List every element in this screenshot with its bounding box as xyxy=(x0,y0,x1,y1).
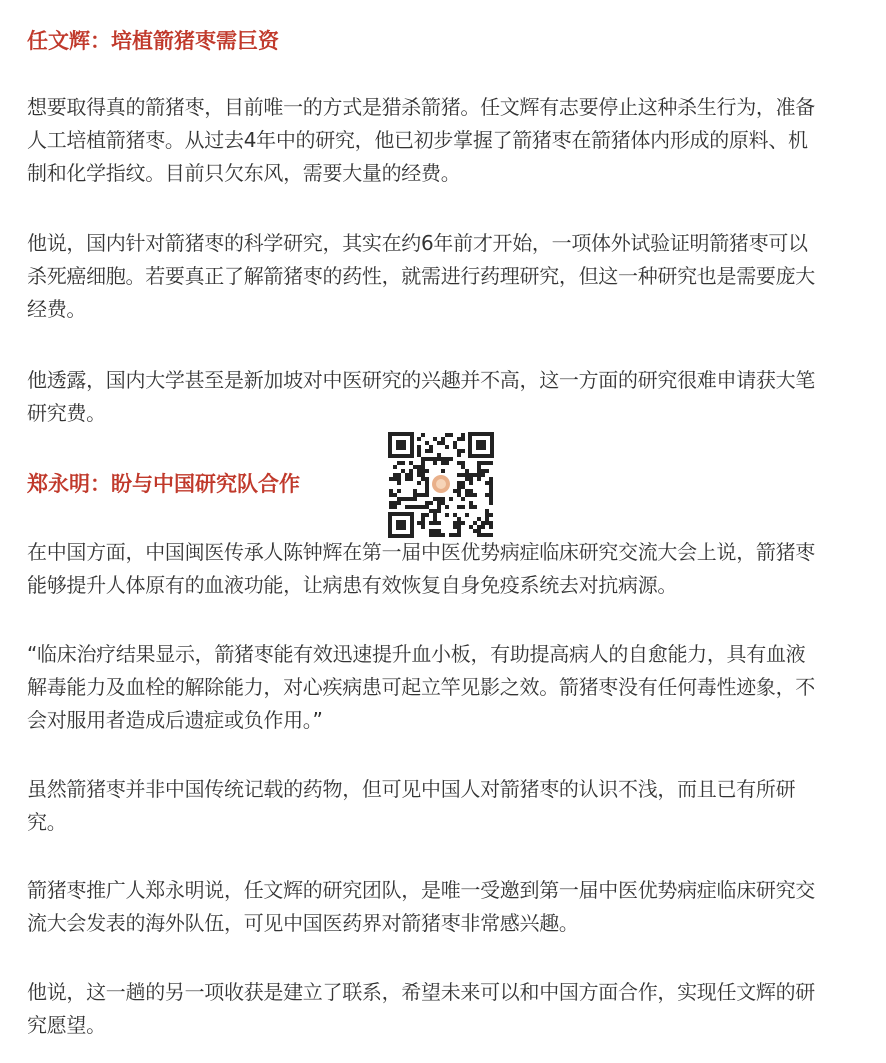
paragraph-line: 能够提升人体原有的血液功能，让病患有效恢复自身免疫系统去对抗病源。 xyxy=(27,573,678,597)
paragraph-quote xyxy=(27,638,862,737)
paragraph-line: 虽然箭猪枣并非中国传统记载的药物，但可见中国人对箭猪枣的认识不浅，而且已有所研 xyxy=(27,777,796,801)
paragraph-line: 研究费。 xyxy=(27,401,106,425)
paragraph-line: 他说，这一趟的另一项收获是建立了联系，希望未来可以和中国方面合作，实现任文辉的研 xyxy=(27,980,815,1004)
section-heading-ren-wenhui: 任文辉：培植箭猪枣需巨资 xyxy=(27,29,279,53)
section-heading-zheng-yongming: 郑永明：盼与中国研究队合作 xyxy=(27,472,300,496)
paragraph-line: “临床治疗结果显示，箭猪枣能有效迅速提升血小板，有助提高病人的自愈能力，具有血液 xyxy=(27,642,806,666)
paragraph-line: 人工培植箭猪枣。从过去4年中的研究，他已初步掌握了箭猪枣在箭猪体内形成的原料、机 xyxy=(27,128,808,152)
qr-code-icon[interactable] xyxy=(388,432,494,538)
paragraph-line: 在中国方面，中国闽医传承人陈钟辉在第一届中医优势病症临床研究交流大会上说，箭猪枣 xyxy=(27,540,815,564)
paragraph xyxy=(27,773,862,839)
paragraph-line: 解毒能力及血栓的解除能力，对心疾病患可起立竿见影之效。箭猪枣没有任何毒性迹象，不 xyxy=(27,675,815,699)
paragraph-line: 经费。 xyxy=(27,297,87,321)
paragraph-line: 会对服用者造成后遗症或负作用。” xyxy=(27,708,323,732)
paragraph xyxy=(27,874,862,940)
paragraph xyxy=(27,536,862,602)
paragraph-line: 他透露，国内大学甚至是新加坡对中医研究的兴趣并不高，这一方面的研究很难申请获大笔 xyxy=(27,368,815,392)
paragraph-line: 他说，国内针对箭猪枣的科学研究，其实在约6年前才开始，一项体外试验证明箭猪枣可以 xyxy=(27,231,808,255)
paragraph-line: 流大会发表的海外队伍，可见中国医药界对箭猪枣非常感兴趣。 xyxy=(27,911,579,935)
paragraph-line: 箭猪枣推广人郑永明说，任文辉的研究团队，是唯一受邀到第一届中医优势病症临床研究交 xyxy=(27,878,815,902)
paragraph-line: 究。 xyxy=(27,810,67,834)
paragraph xyxy=(27,227,862,326)
paragraph xyxy=(27,364,862,430)
paragraph xyxy=(27,976,862,1042)
paragraph-line: 制和化学指纹。目前只欠东风，需要大量的经费。 xyxy=(27,161,461,185)
paragraph xyxy=(27,91,862,190)
paragraph-line: 究愿望。 xyxy=(27,1013,106,1037)
paragraph-line: 杀死癌细胞。若要真正了解箭猪枣的药性，就需进行药理研究，但这一种研究也是需要庞大 xyxy=(27,264,815,288)
paragraph-line: 想要取得真的箭猪枣，目前唯一的方式是猎杀箭猪。任文辉有志要停止这种杀生行为，准备 xyxy=(27,95,815,119)
